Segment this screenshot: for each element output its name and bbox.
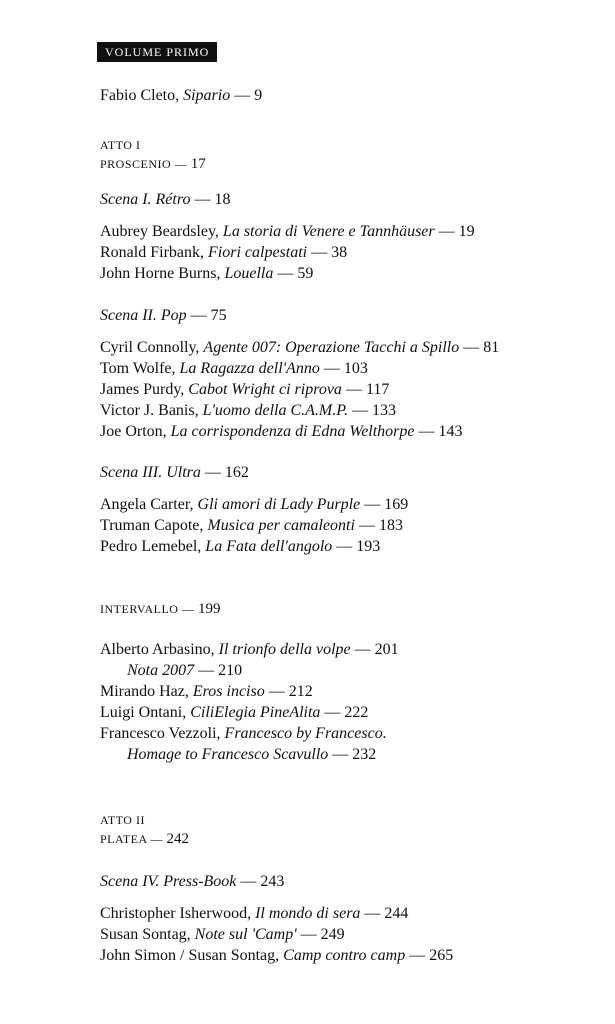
entry-title: Eros inciso	[192, 683, 265, 700]
entry-title: Fiori calpestati	[208, 244, 308, 261]
entry-title: La corrispondenza di Edna Welthorpe	[170, 423, 415, 440]
scena4-heading	[100, 872, 284, 892]
entry-author: Christopher Isherwood,	[100, 905, 252, 922]
entry-page: — 103	[323, 360, 368, 377]
entry-page: — 232	[332, 746, 377, 763]
list-item	[100, 401, 396, 421]
atto2-section	[100, 831, 189, 847]
entry-author: Francesco Vezzoli,	[100, 725, 221, 742]
entry-author: Victor J. Banis,	[100, 402, 199, 419]
entry-author: James Purdy,	[100, 381, 185, 398]
scena1-heading	[100, 190, 230, 210]
entry-author: John Horne Burns,	[100, 265, 221, 282]
entry-author: Fabio Cleto,	[100, 87, 180, 104]
entry-page: — 19	[438, 223, 475, 240]
scene-title: Scena IV. Press-Book	[100, 873, 237, 890]
list-item	[100, 264, 313, 284]
list-item	[127, 661, 242, 681]
list-item	[100, 222, 475, 242]
entry-page: — 59	[277, 265, 314, 282]
atto2-label: ATTO II	[100, 813, 145, 827]
entry-title: Gli amori di Lady Purple	[197, 496, 361, 513]
intro-entry	[100, 86, 262, 106]
list-item	[100, 422, 463, 442]
list-item	[100, 359, 368, 379]
entry-page: — 222	[324, 704, 369, 721]
scena3-heading	[100, 463, 249, 483]
entry-title: Nota 2007	[127, 662, 195, 679]
list-item	[100, 682, 313, 702]
atto1-section	[100, 156, 206, 172]
list-item	[100, 338, 499, 358]
section-page: 242	[166, 831, 190, 847]
list-item	[127, 745, 376, 765]
entry-title: Francesco by Francesco.	[224, 725, 387, 742]
entry-title: CiliElegia PineAlita	[190, 704, 321, 721]
entry-page: — 81	[463, 339, 500, 356]
list-item	[100, 243, 347, 263]
entry-author: Alberto Arbasino,	[100, 641, 215, 658]
list-item	[100, 516, 403, 536]
list-item	[100, 904, 408, 924]
volume-label: VOLUME PRIMO	[97, 42, 217, 62]
entry-title: Camp contro camp	[283, 947, 406, 964]
scene-title: Scena II. Pop	[100, 307, 187, 324]
entry-title: Il trionfo della volpe	[218, 641, 351, 658]
entry-author: Aubrey Beardsley,	[100, 223, 219, 240]
scene-title: Scena I. Rétro	[100, 191, 191, 208]
entry-title: La storia di Venere e Tannhäuser	[222, 223, 435, 240]
entry-author: Tom Wolfe,	[100, 360, 176, 377]
entry-author: John Simon / Susan Sontag,	[100, 947, 280, 964]
entry-author: Susan Sontag,	[100, 926, 191, 943]
entry-author: Angela Carter,	[100, 496, 194, 513]
list-item	[100, 925, 345, 945]
section-page: 17	[190, 156, 206, 172]
entry-title: Cabot Wright ci riprova	[188, 381, 342, 398]
list-item	[100, 724, 387, 744]
scene-page: — 162	[204, 464, 249, 481]
section-page: 199	[197, 601, 221, 617]
entry-page: — 201	[354, 641, 399, 658]
list-item	[100, 380, 389, 400]
entry-title: Homage to Francesco Scavullo	[127, 746, 329, 763]
entry-page: — 249	[300, 926, 345, 943]
entry-author: Pedro Lemebel,	[100, 538, 202, 555]
entry-page: — 265	[409, 947, 454, 964]
entry-page: — 133	[351, 402, 396, 419]
atto1-label: ATTO I	[100, 138, 141, 152]
entry-title: L'uomo della C.A.M.P.	[202, 402, 348, 419]
entry-author: Truman Capote,	[100, 517, 204, 534]
entry-title: La Fata dell'angolo	[205, 538, 333, 555]
scene-page: — 18	[194, 191, 231, 208]
entry-title: Agente 007: Operazione Tacchi a Spillo	[203, 339, 460, 356]
list-item	[100, 703, 368, 723]
section-label: INTERVALLO —	[100, 602, 195, 616]
entry-page: — 143	[418, 423, 463, 440]
list-item	[100, 946, 453, 966]
list-item	[100, 640, 399, 660]
entry-author: Mirando Haz,	[100, 683, 189, 700]
scene-page: — 75	[190, 307, 227, 324]
scene-page: — 243	[240, 873, 285, 890]
entry-author: Luigi Ontani,	[100, 704, 187, 721]
entry-title: Sipario	[183, 87, 231, 104]
entry-title: Il mondo di sera	[255, 905, 361, 922]
entry-page: — 169	[364, 496, 409, 513]
list-item	[100, 495, 408, 515]
entry-page: — 193	[336, 538, 381, 555]
scena2-heading	[100, 306, 227, 326]
list-item	[100, 537, 380, 557]
entry-author: Ronald Firbank,	[100, 244, 204, 261]
entry-page: — 183	[358, 517, 403, 534]
scene-title: Scena III. Ultra	[100, 464, 201, 481]
section-label: PROSCENIO —	[100, 157, 188, 171]
entry-page: — 210	[198, 662, 243, 679]
entry-page: — 212	[268, 683, 313, 700]
section-label: PLATEA —	[100, 832, 164, 846]
entry-title: Note sul 'Camp'	[194, 926, 297, 943]
entry-page: — 38	[311, 244, 348, 261]
entry-title: Louella	[224, 265, 274, 282]
entry-author: Joe Orton,	[100, 423, 167, 440]
entry-title: La Ragazza dell'Anno	[179, 360, 320, 377]
entry-title: Musica per camaleonti	[207, 517, 355, 534]
entry-author: Cyril Connolly,	[100, 339, 200, 356]
entry-page: — 117	[345, 381, 390, 398]
entry-page: — 9	[234, 87, 263, 104]
intervallo-section	[100, 601, 220, 617]
entry-page: — 244	[364, 905, 409, 922]
